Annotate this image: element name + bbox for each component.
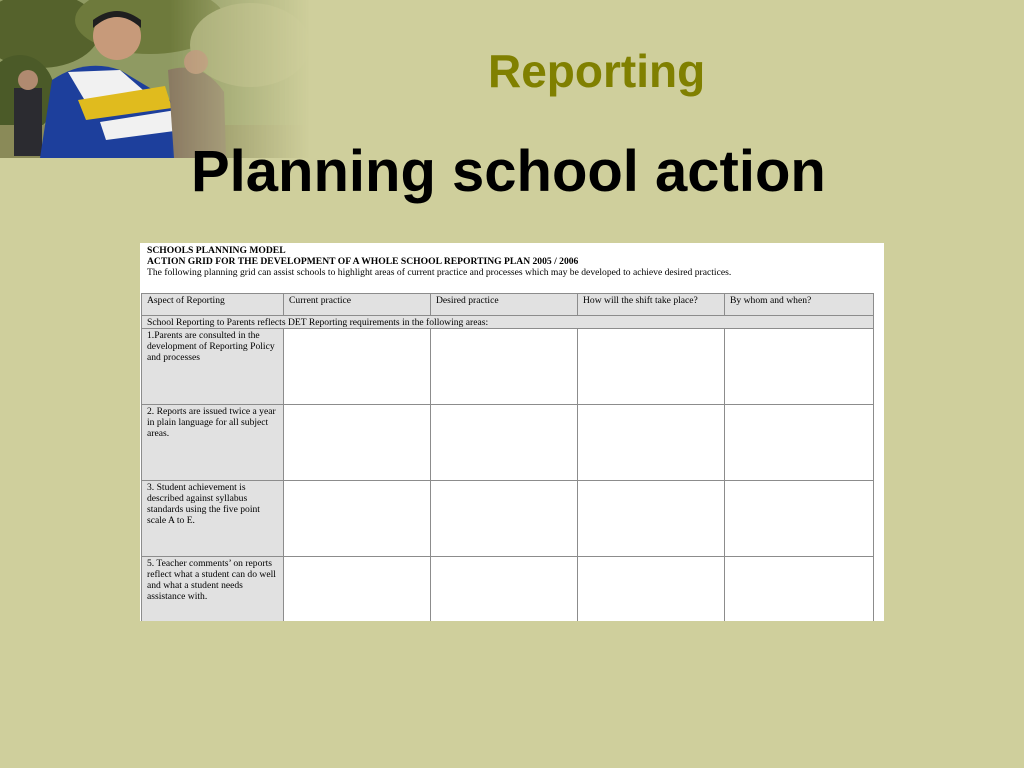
by-whom-cell[interactable] [725, 329, 874, 405]
document-intro: The following planning grid can assist schools to highlight areas of current practice and processes which may be developed to achieve desired practices. [147, 267, 732, 278]
table-row [142, 557, 874, 622]
desired-practice-cell[interactable] [431, 481, 578, 557]
shift-cell[interactable] [578, 557, 725, 622]
table-row [142, 481, 874, 557]
column-header: How will the shift take place? [578, 294, 725, 316]
desired-practice-cell[interactable] [431, 405, 578, 481]
slide-subtitle: Reporting [488, 45, 706, 97]
column-header: By whom and when? [725, 294, 874, 316]
column-header: Current practice [284, 294, 431, 316]
desired-practice-cell[interactable] [431, 557, 578, 622]
document-subheading: ACTION GRID FOR THE DEVELOPMENT OF A WHOLE SCHOOL REPORTING PLAN 2005 / 2006 [147, 256, 579, 267]
planning-grid-document [140, 243, 884, 621]
slide-title: Planning school action [191, 139, 826, 204]
table-row [142, 405, 874, 481]
document-heading: SCHOOLS PLANNING MODEL [147, 245, 286, 256]
by-whom-cell[interactable] [725, 557, 874, 622]
action-grid-table [141, 293, 874, 621]
header-photo [0, 0, 310, 158]
aspect-cell: 5. Teacher comments’ on reports reflect what a student can do well and what a student needs assistance with. [142, 557, 284, 622]
table-row [142, 329, 874, 405]
current-practice-cell[interactable] [284, 329, 431, 405]
desired-practice-cell[interactable] [431, 329, 578, 405]
by-whom-cell[interactable] [725, 481, 874, 557]
shift-cell[interactable] [578, 329, 725, 405]
column-header: Aspect of Reporting [142, 294, 284, 316]
aspect-cell: 2. Reports are issued twice a year in plain language for all subject areas. [142, 405, 284, 481]
shift-cell[interactable] [578, 481, 725, 557]
document-header [140, 243, 884, 282]
aspect-cell: 1.Parents are consulted in the development of Reporting Policy and processes [142, 329, 284, 405]
section-row [142, 316, 874, 329]
current-practice-cell[interactable] [284, 405, 431, 481]
section-row-label: School Reporting to Parents reflects DET Reporting requirements in the following areas: [142, 316, 874, 329]
table-header-row [142, 294, 874, 316]
current-practice-cell[interactable] [284, 481, 431, 557]
current-practice-cell[interactable] [284, 557, 431, 622]
column-header: Desired practice [431, 294, 578, 316]
shift-cell[interactable] [578, 405, 725, 481]
by-whom-cell[interactable] [725, 405, 874, 481]
aspect-cell: 3. Student achievement is described against syllabus standards using the five point scale A to E. [142, 481, 284, 557]
